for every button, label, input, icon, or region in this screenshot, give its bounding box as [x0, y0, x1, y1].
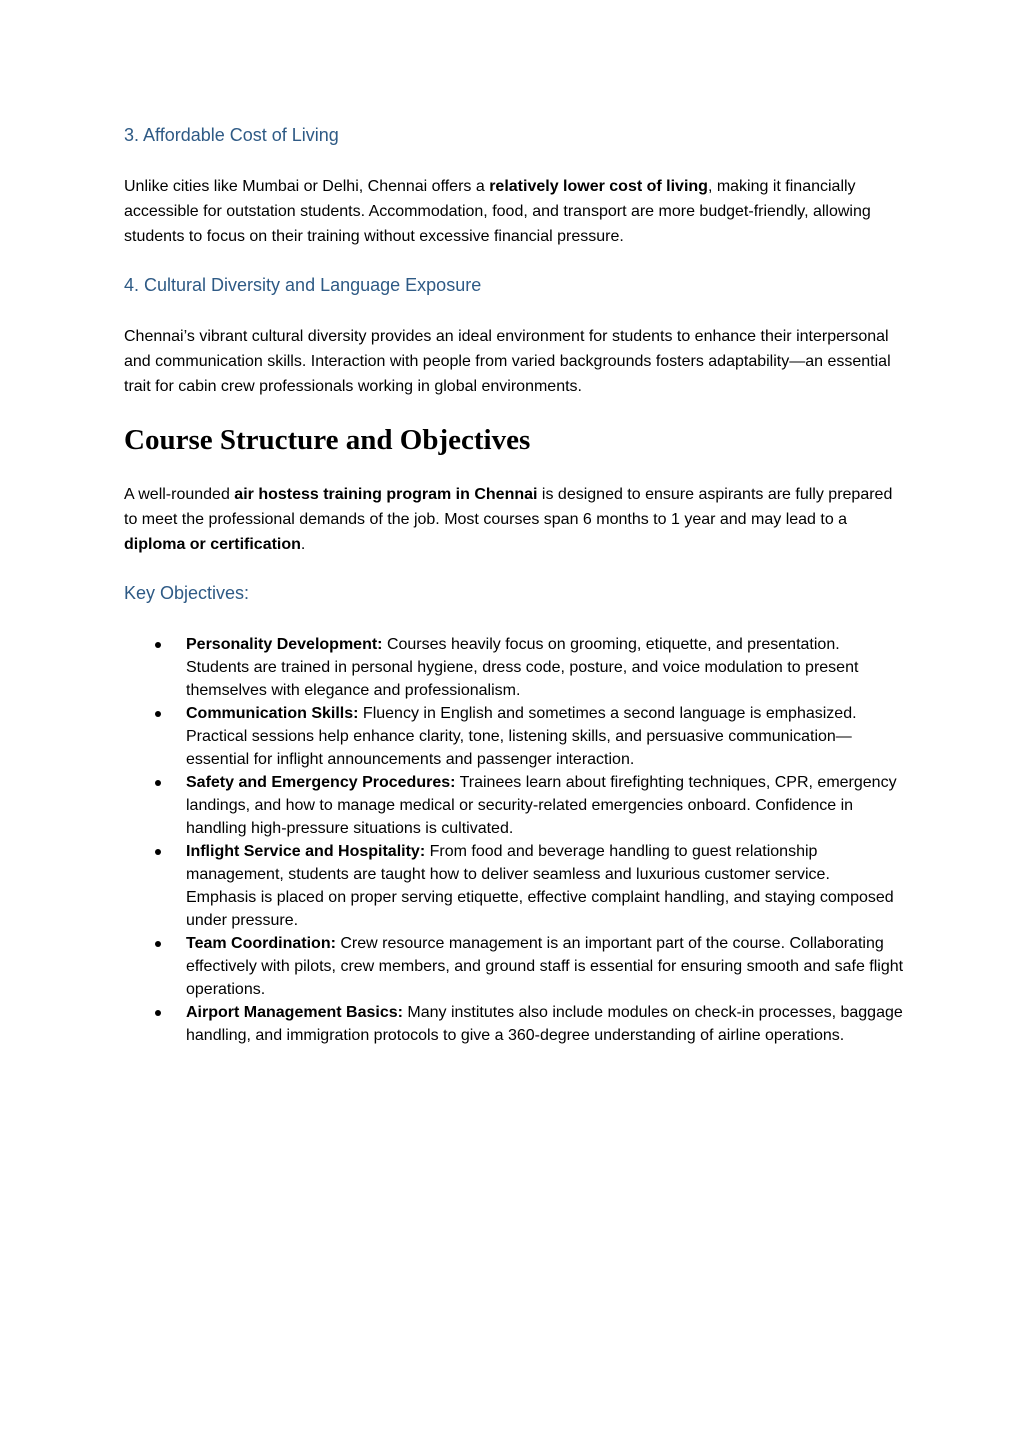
objective-text: Courses heavily focus on grooming, etiquette, and presentation. Students are trained in personal hygiene, dress code, posture, and voice modulation to present themselves with elegance and professionalism.: [186, 636, 859, 699]
objective-text: From food and beverage handling to guest relationship management, students are taught how to deliver seamless and luxurious customer service. Emphasis is placed on proper serving etiquette, effective complaint handling, and staying composed under pressure.: [186, 843, 894, 929]
bullet-icon: [155, 711, 161, 717]
course-text-3: .: [300, 536, 306, 553]
heading-cultural-diversity: 4. Cultural Diversity and Language Exposure: [124, 275, 482, 295]
list-item: [124, 702, 904, 771]
paragraph-course-structure: [124, 482, 904, 557]
heading-course-structure: Course Structure and Objectives: [124, 424, 531, 456]
cost-text-after: , making it financially accessible for outstation students. Accommodation, food, and transport are more budget-friendly, allowing students to focus on their training without excessive financial pressure.: [124, 178, 871, 245]
objective-label: Airport Management Basics:: [186, 1004, 403, 1021]
cost-bold-phrase: relatively lower cost of living: [489, 178, 708, 195]
course-text-1: A well-rounded: [124, 486, 235, 503]
objective-text: Crew resource management is an important part of the course. Collaborating effectively with pilots, crew members, and ground staff is essential for ensuring smooth and safe flight operations.: [186, 935, 904, 998]
bullet-icon: [155, 642, 161, 648]
objective-label: Team Coordination:: [186, 935, 336, 952]
objective-label: Personality Development:: [186, 636, 383, 653]
list-item: [124, 633, 904, 702]
cost-text-before: Unlike cities like Mumbai or Delhi, Chennai offers a: [124, 178, 490, 195]
course-text-2: is designed to ensure aspirants are fully prepared to meet the professional demands of the job. Most courses span 6 months to 1 year and may lead to a: [124, 486, 893, 528]
bullet-icon: [155, 941, 161, 947]
objective-text: Many institutes also include modules on check-in processes, baggage handling, and immigration protocols to give a 360-degree understanding of airline operations.: [186, 1004, 903, 1044]
paragraph-cultural-diversity: Chennai’s vibrant cultural diversity provides an ideal environment for students to enhance their interpersonal and communication skills. Interaction with people from varied backgrounds fosters adaptability—an essential trait for cabin crew professionals working in global environments.: [124, 328, 891, 395]
paragraph-cost-of-living: [124, 174, 904, 249]
bullet-icon: [155, 1010, 161, 1016]
objective-label: Safety and Emergency Procedures:: [186, 774, 456, 791]
heading-key-objectives: Key Objectives:: [124, 583, 250, 603]
list-item: [124, 1001, 904, 1047]
objective-label: Inflight Service and Hospitality:: [186, 843, 426, 860]
heading-affordable-cost: 3. Affordable Cost of Living: [124, 125, 339, 145]
course-bold-program: air hostess training program in Chennai: [234, 486, 538, 503]
bullet-icon: [155, 780, 161, 786]
objective-text: Fluency in English and sometimes a second language is emphasized. Practical sessions help enhance clarity, tone, listening skills, and persuasive communication—essential for inflight announcements and passenger interaction.: [186, 705, 857, 768]
list-item: [124, 840, 904, 932]
list-item: [124, 771, 904, 840]
objective-text: Trainees learn about firefighting techniques, CPR, emergency landings, and how to manage medical or security-related emergencies onboard. Confidence in handling high-pressure situations is cultivated.: [186, 774, 897, 837]
objectives-list: [124, 633, 904, 1047]
bullet-icon: [155, 849, 161, 855]
list-item: [124, 932, 904, 1001]
objective-label: Communication Skills:: [186, 705, 359, 722]
course-bold-diploma: diploma or certification: [124, 536, 301, 553]
